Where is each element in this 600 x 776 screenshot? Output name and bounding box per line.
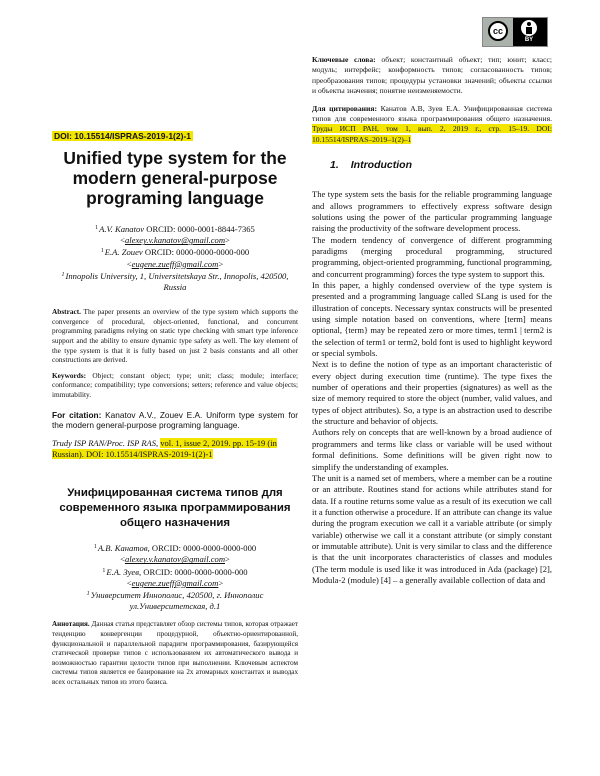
author-1-name: A.V. Kanatov [99,224,145,234]
authors-ru: $^1$А.В. Канатов, ORCID: 0000-0000-0000-000 <alexey.v.kanatov@gmail.com> $^1$Е.А. Зуев, ORCID: 0000-0000-0000-000 <eugene.zueff@gmail.com> $^1$Университет Иннополис, 420500, г. Иннополис ул.Университетская, д.1 [86,543,264,612]
paper-title-en: Unified type system for the modern general-purpose programing language [63,148,287,208]
author-1-email-link[interactable]: alexey.v.kanatov@gmail.com [124,235,226,246]
author-1-orcid: ORCID: 0000-0001-8844-7365 [144,224,255,234]
citation-ru-highlight: Труды ИСП РАН, том 1, вып. 2, 2019 г., стр. 15–19. DOI: 10.15514/ISPRAS–2019–1(2)–1 [312,124,552,144]
affiliation-en: Innopolis University, 1, Universitetskaya Str., Innopolis, 420500, Russia [65,270,289,293]
body-paragraph: The modern tendency of convergence of different programming paradigms (merging procedural programming, structured programming, object-oriented programming, functional programming, and concurrent programming) forces the type system to support this. [312,234,552,279]
by-label: BY [524,37,534,43]
right-column [312,55,552,586]
author-2-name: E.A. Zouev [104,247,143,258]
author-1-orcid-ru: , ORCID: 0000-0000-0000-000 [147,543,257,554]
body-paragraph: The type system sets the basis for the reliable programming language and allows programmers to effectively express software design solutions using the power of the particular programming language raising the productivity of the software development process. [312,189,552,234]
body-paragraph: The unit is a named set of members, where a member can be a routine or an attribute. Routines stand for actions while attributes stand for data. If a routine returns some value as a result of its execution we call it a function otherwise a procedure. If an attribute can change its value during the program execution we call it a variable attribute (or simply variable) otherwise we call it a constant attribute (or simply constant or immutable attribute). Unit is very similar to class and the difference is that the unit incorporates characteristics of classes and modules (The term module is used like it was introduced in Ada (package) [2], Modula-2 (module) [4] – a generally available collection of data and [312,472,552,585]
keywords-en: Keywords: Object; constant object; type; unit; class; module; interface; conformance; compatibility; type conversions; setters; reference and value objects; immutability. [52,370,298,399]
body-paragraph: Next is to define the notion of type as an important characteristic of every object during execution time (runtime). The type fixes the number of operations and their properties (signatures) as well as the size of memory required to store the object (number, valid values, and types of object attributes). So, a type is an abstraction used to describe the structure and behavior of objects. [312,359,552,427]
person-icon [521,20,537,36]
left-column [52,126,298,688]
author-1-email-link-ru[interactable]: alexey.v.kanatov@gmail.com [124,554,226,565]
abstract-en: Abstract. The paper presents an overview of the type system which supports the convergence of procedural, object-oriented, functional, and concurrent programming paradigms relying on static type checking with smart type inference support and the ability to ensure dynamic type safety as well. The key element of the type system is that it is fully based on just 2 basis constants and all other constructions are derived. [52,307,298,365]
affiliation-ru: Университет Иннополис, 420500, г. Иннополис ул.Университетская, д.1 [90,589,264,612]
section-heading-introduction: 1. Introduction [330,159,413,172]
cc-icon: cc [488,21,508,41]
author-2-email-link-ru[interactable]: eugene.zueff@gmail.com [131,577,219,588]
authors-en: $^1$A.V. Kanatov ORCID: 0000-0001-8844-7365 <alexey.v.kanatov@gmail.com> $^1$E.A. Zouev ORCID: 0000-0000-0000-000 <eugene.zueff@gmail.com> $^1$Innopolis University, 1, Universitetskaya Str., Innopolis, 420500, Russia [61,224,289,293]
abstract-ru: Аннотация. Данная статья представляет обзор системы типов, которая отражает тенденцию конвергенции процедурной, объектно-ориентированной, функциональной и параллельной парадигм программирования, базирующейся статической проверке типов с использованием их автоматического вывода и возможностью гарантии целости типов при выполнении. Ключевым аспектом системы типов является ее базирование на 2х атомарных константах и выводах всех остальных типов из этого базиса. [52,620,298,686]
author-2-name-ru: Е.А. Зуев [106,566,139,577]
citation-ru: Для цитирования: Канатов А.В, Зуев Е.А. Унифицированная система типов для современного языка программирования общего назначения. Труды ИСП РАН, том 1, вып. 2, 2019 г., стр. 15–19. DOI: 10.15514/ISPRAS–2019–1(2)–1 [312,103,553,144]
citation-en: For citation: Kanatov A.V., Zouev E.A. Uniform type system for the modern general-purpose programing language. [52,409,299,430]
trudy-reference: Trudy ISP RAN/Proc. ISP RAS, vol. 1, issue 2, 2019. pp. 15-19 (in Russian). DOI: 10.15514/ISPRAS-2019-1(2)-1 [52,438,277,460]
keywords-ru: Ключевые слова: объект; константный объект; тип; юнит; класс; модуль; интерфейс; конформность типов; согласованность типов; преобразования типов; процедуры установки значений; объекты ссылки и объекты значения; понятие неизменяемости. [312,55,552,96]
author-2-email-link[interactable]: eugene.zueff@gmail.com [131,258,219,269]
body-paragraph: Authors rely on concepts that are well-known by a broad audience of programmers and terms like class or variable will be used without formal definitions. Some definitions will be given right now to simplify the understanding of examples. [312,427,552,472]
cc-badge-left [483,18,513,46]
trudy-highlight: vol. 1, issue 2, 2019. pp. 15-19 (in Russian). DOI: 10.15514/ISPRAS-2019-1(2)-1 [52,438,277,460]
paper-title-ru: Унифицированная система типов для современного языка программирования общего назначения [59,487,291,529]
body-paragraph: In this paper, a highly condensed overview of the type system is presented and a programming language called SLang is used for the illustration of concepts. Necessary syntax constructs will be presented using simple notation based on conventions, where [term] means optional, {term} may be repeated zero or more times, term1 | term2 is the selection of term1 or term2, bold font is used to highlight keyword or special symbols. [312,280,552,359]
author-1-name-ru: А.В. Канатов [97,543,148,554]
author-2-orcid-ru: , ORCID: 0000-0000-0000-000 [138,566,248,577]
author-2-orcid: ORCID: 0000-0000-0000-000 [142,247,250,258]
cc-by-license-badge[interactable] [482,17,548,47]
doi-label: DOI: 10.15514/ISPRAS-2019-1(2)-1 [54,131,192,141]
